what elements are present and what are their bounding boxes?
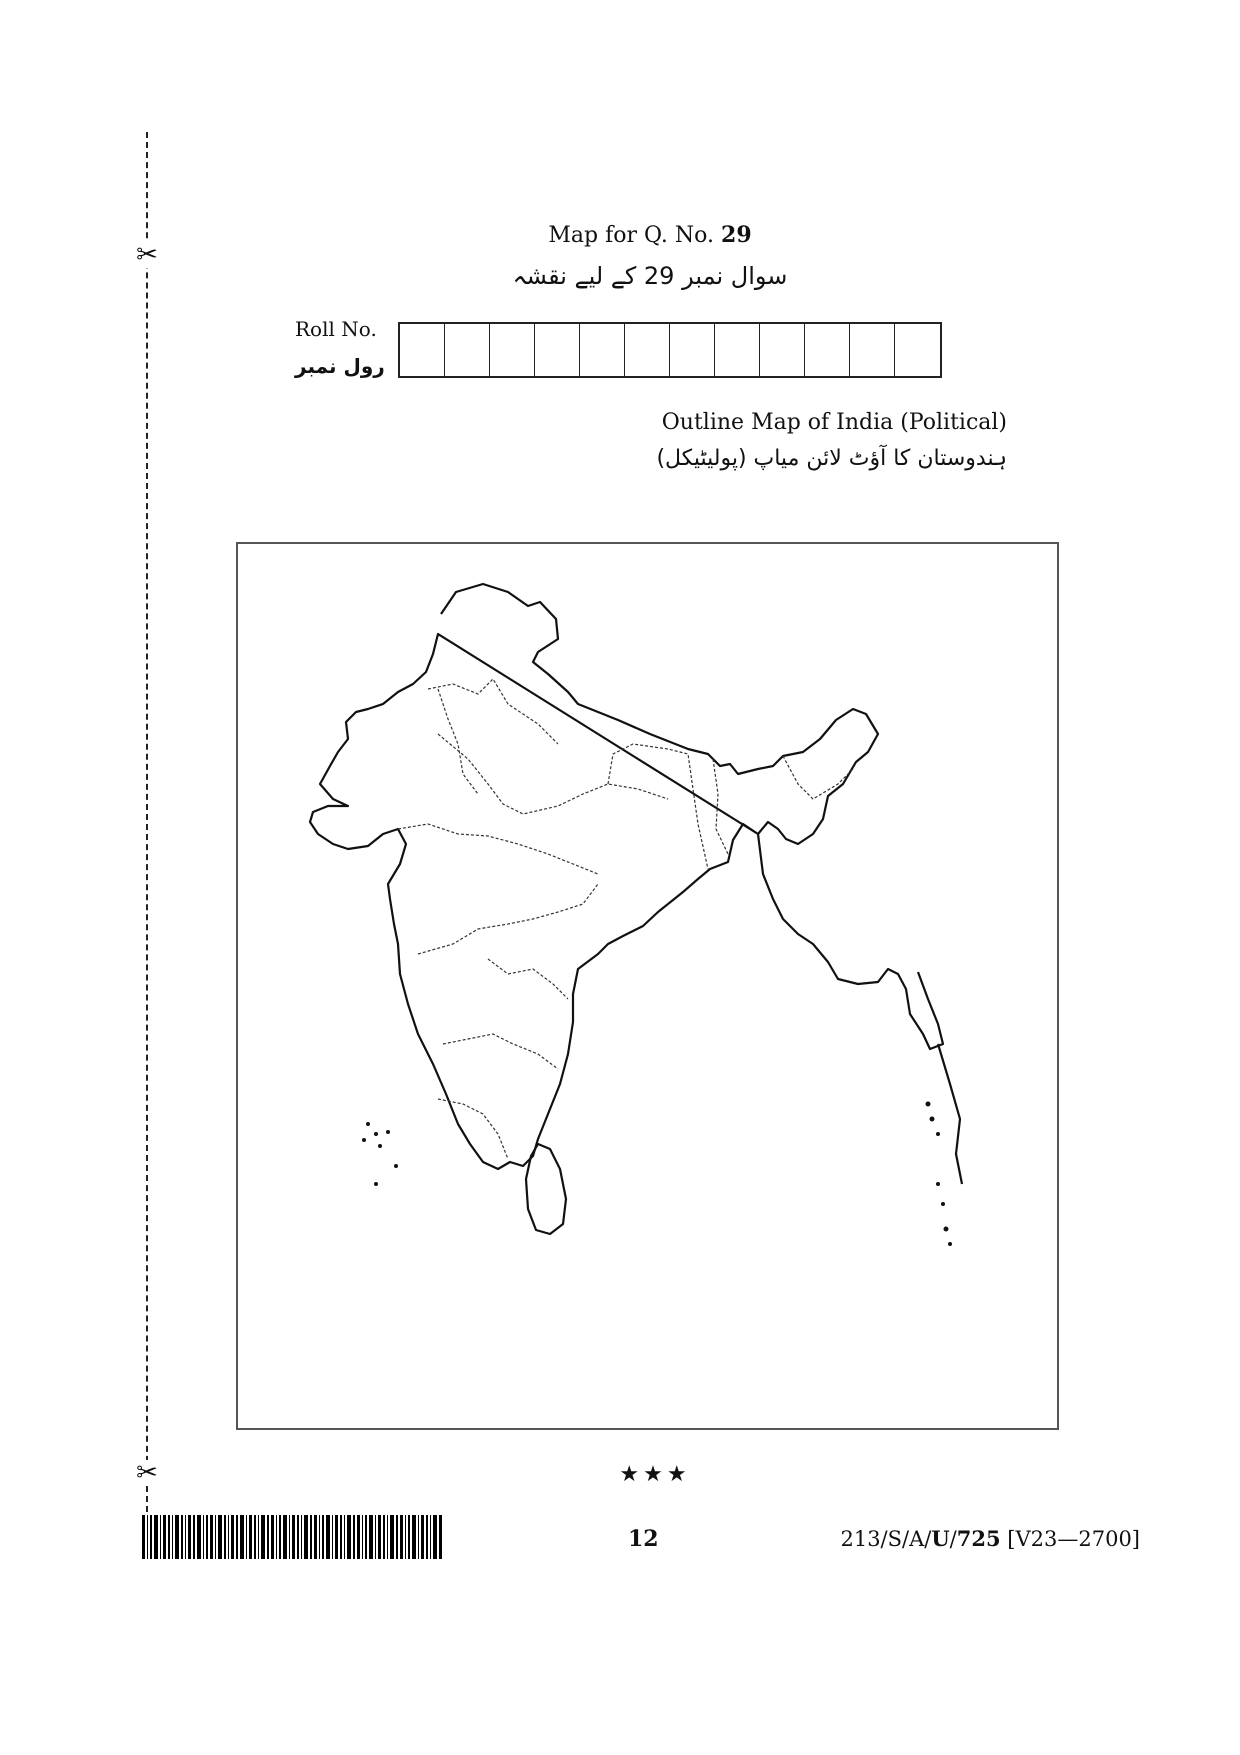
india-mainland-outline: [310, 584, 943, 1169]
paper-code: [840, 1526, 1140, 1551]
roll-digit-box[interactable]: [580, 324, 625, 376]
roll-digit-box[interactable]: [760, 324, 805, 376]
roll-digit-box[interactable]: [895, 324, 940, 376]
lakshadweep-islands: [362, 1122, 398, 1186]
roll-digit-box[interactable]: [490, 324, 535, 376]
state-boundary-rajasthan: [438, 689, 478, 794]
roll-digit-box[interactable]: [400, 324, 445, 376]
roll-digit-box[interactable]: [535, 324, 580, 376]
scissors-icon-top: ✂: [134, 242, 160, 268]
scissors-icon-bottom: ✂: [134, 1460, 160, 1486]
paper-code-number: 725: [956, 1526, 1001, 1551]
map-title-urdu: ہندوستان کا آؤٹ لائن میاپ (پولیٹیکل): [656, 446, 1007, 471]
map-question-heading: [0, 222, 1240, 248]
state-boundary-south: [443, 1034, 558, 1069]
state-boundary-deccan: [418, 884, 598, 954]
roll-number-label: Roll No.: [295, 317, 377, 341]
state-boundary-north: [428, 679, 558, 744]
roll-digit-box[interactable]: [445, 324, 490, 376]
state-boundary-east: [608, 744, 708, 869]
andaman-islands: [938, 1044, 962, 1184]
paper-code-sep: /: [949, 1527, 957, 1551]
roll-number-label-urdu: رول نمبر: [295, 354, 385, 378]
question-number: 29: [721, 222, 752, 248]
roll-digit-box[interactable]: [625, 324, 670, 376]
paper-code-letter: U: [931, 1526, 950, 1551]
map-frame: [236, 542, 1059, 1430]
paper-code-prefix: 213/S/A/: [840, 1527, 932, 1551]
roll-number-boxes[interactable]: [398, 322, 942, 378]
state-boundary-northeast: [783, 756, 853, 799]
cut-line: [146, 132, 148, 1512]
state-boundary-central: [438, 734, 668, 814]
state-boundary-central-west: [398, 824, 598, 874]
roll-digit-box[interactable]: [850, 324, 895, 376]
map-for-label: Map for Q. No.: [548, 223, 715, 248]
paper-code-suffix: [V23—2700]: [1007, 1527, 1140, 1551]
barcode: [142, 1515, 444, 1559]
page-number: 12: [628, 1526, 659, 1552]
roll-digit-box[interactable]: [805, 324, 850, 376]
roll-digit-box[interactable]: [670, 324, 715, 376]
roll-digit-box[interactable]: [715, 324, 760, 376]
state-boundary-telangana: [488, 959, 568, 999]
andaman-nicobar-islands: [926, 1102, 953, 1247]
map-question-heading-urdu: سوال نمبر 29 کے لیے نقشہ: [512, 262, 788, 290]
map-title: Outline Map of India (Political): [661, 410, 1007, 435]
india-outline-map: [238, 544, 1061, 1432]
end-stars: ★★★: [619, 1462, 691, 1487]
